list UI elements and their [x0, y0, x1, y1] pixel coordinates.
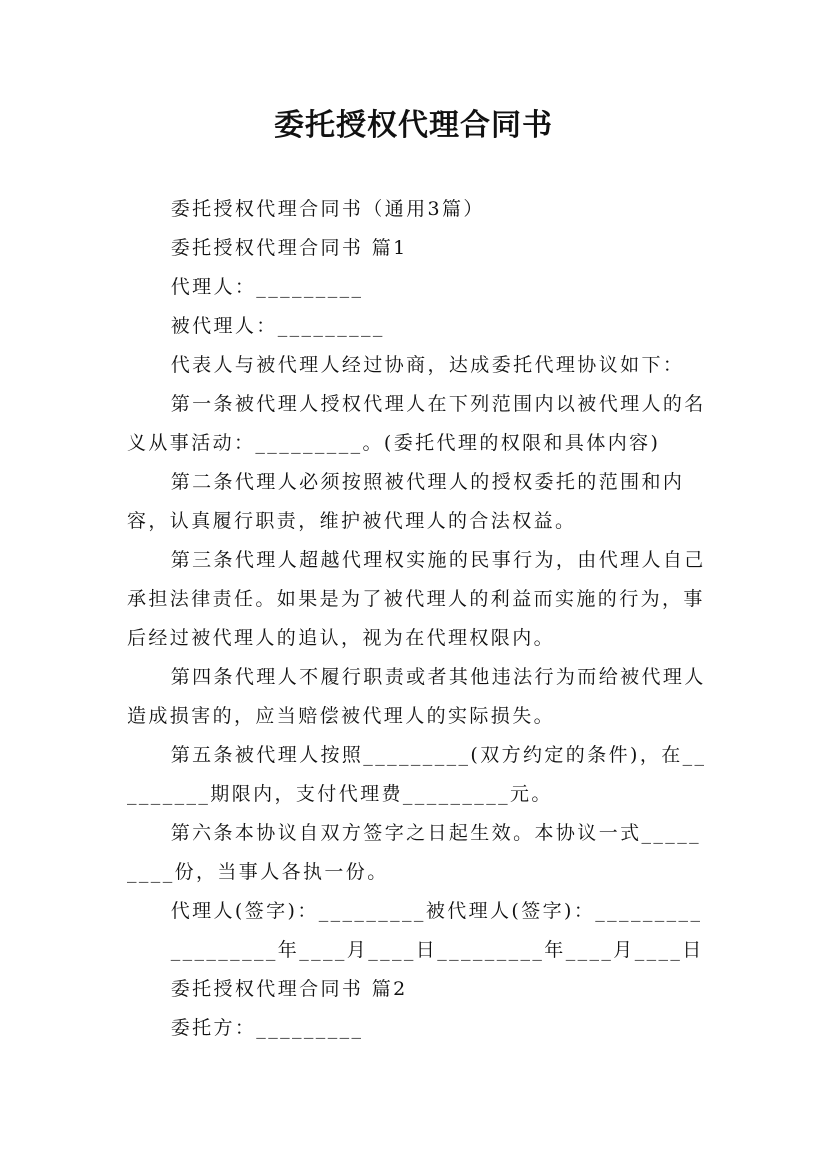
agreement-intro: 代表人与被代理人经过协商，达成委托代理协议如下：: [170, 354, 685, 376]
section-heading-1: 委托授权代理合同书 篇1: [170, 237, 408, 259]
clause-5: 第五条被代理人按照_________(双方约定的条件)，在_________期限内，支付代理费_________元。: [127, 744, 707, 805]
clause-6: 第六条本协议自双方签字之日起生效。本协议一式_________份，当事人各执一份。: [127, 822, 701, 883]
section-heading-2: 委托授权代理合同书 篇2: [170, 978, 408, 1000]
document-body: [127, 190, 707, 1048]
clause-2: 第二条代理人必须按照被代理人的授权委托的范围和内容，认真履行职责，维护被代理人的合法权益。: [127, 471, 685, 532]
clause-4: 第四条代理人不履行职责或者其他违法行为而给被代理人造成损害的，应当赔偿被代理人的实际损失。: [127, 666, 706, 727]
document-subtitle: 委托授权代理合同书（通用3篇）: [170, 198, 485, 220]
date-line: _________年____月____日_________年____月____日: [170, 939, 704, 961]
agent-field: 代理人：_________: [170, 276, 364, 298]
clause-1: 第一条被代理人授权代理人在下列范围内以被代理人的名义从事活动：_________。(委托代理的权限和具体内容): [127, 393, 706, 454]
principal-field: 被代理人：_________: [170, 315, 385, 337]
clause-3: 第三条代理人超越代理权实施的民事行为，由代理人自己承担法律责任。如果是为了被代理人的利益而实施的行为，事后经过被代理人的追认，视为在代理权限内。: [127, 549, 706, 649]
signature-line: 代理人(签字)：_________被代理人(签字)：_________: [170, 900, 703, 922]
document-title: 委托授权代理合同书: [274, 108, 553, 143]
entrusting-party-field: 委托方：_________: [170, 1017, 364, 1039]
